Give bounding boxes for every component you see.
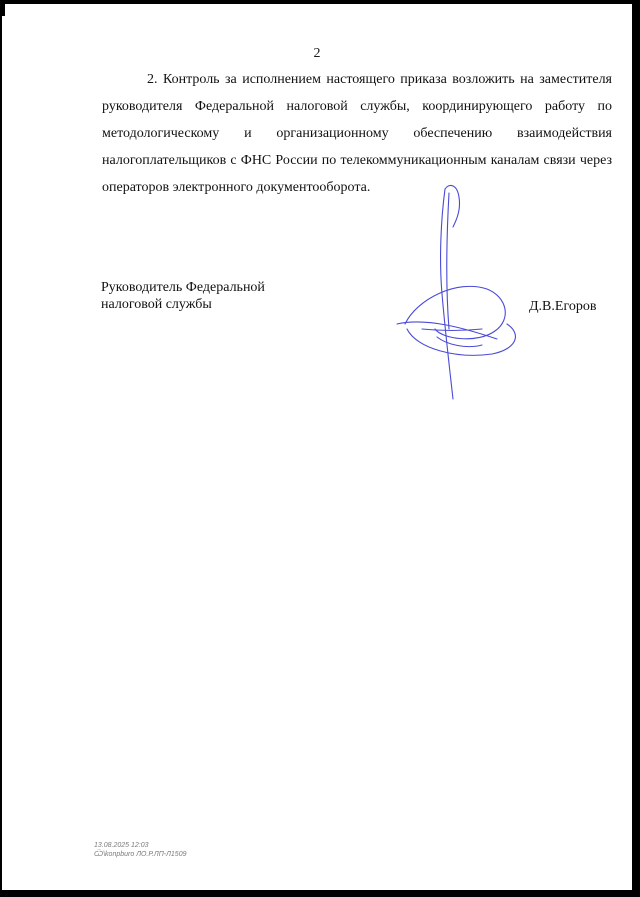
handwritten-signature [387,179,547,404]
page-number: 2 [313,46,321,61]
paragraph-text: 2. Контроль за исполнением настоящего приказа возложить на заместителя руководителя Федеральной налоговой службы, координирующего работу по методологическому и организационному обеспечению взаимодействия налогоплательщиков с ФНС России по телекоммуникационным каналам связи через операторов электронного документооборота. [102,72,612,195]
footer-reference: Ѿ\konpburo ЛО.Р.ЛП-Л1509 [94,851,187,858]
footer-timestamp: 13.08.2025 12:03 [94,842,149,849]
signatory-title-line-1: Руководитель Федеральной [101,280,265,295]
scan-edge-mark [2,4,5,16]
signatory-title-line-2: налоговой службы [101,297,212,312]
footer-stamp [94,841,186,859]
signatory-title [101,279,265,313]
document-page [2,4,632,890]
signatory-name: Д.В.Егоров [529,299,597,314]
